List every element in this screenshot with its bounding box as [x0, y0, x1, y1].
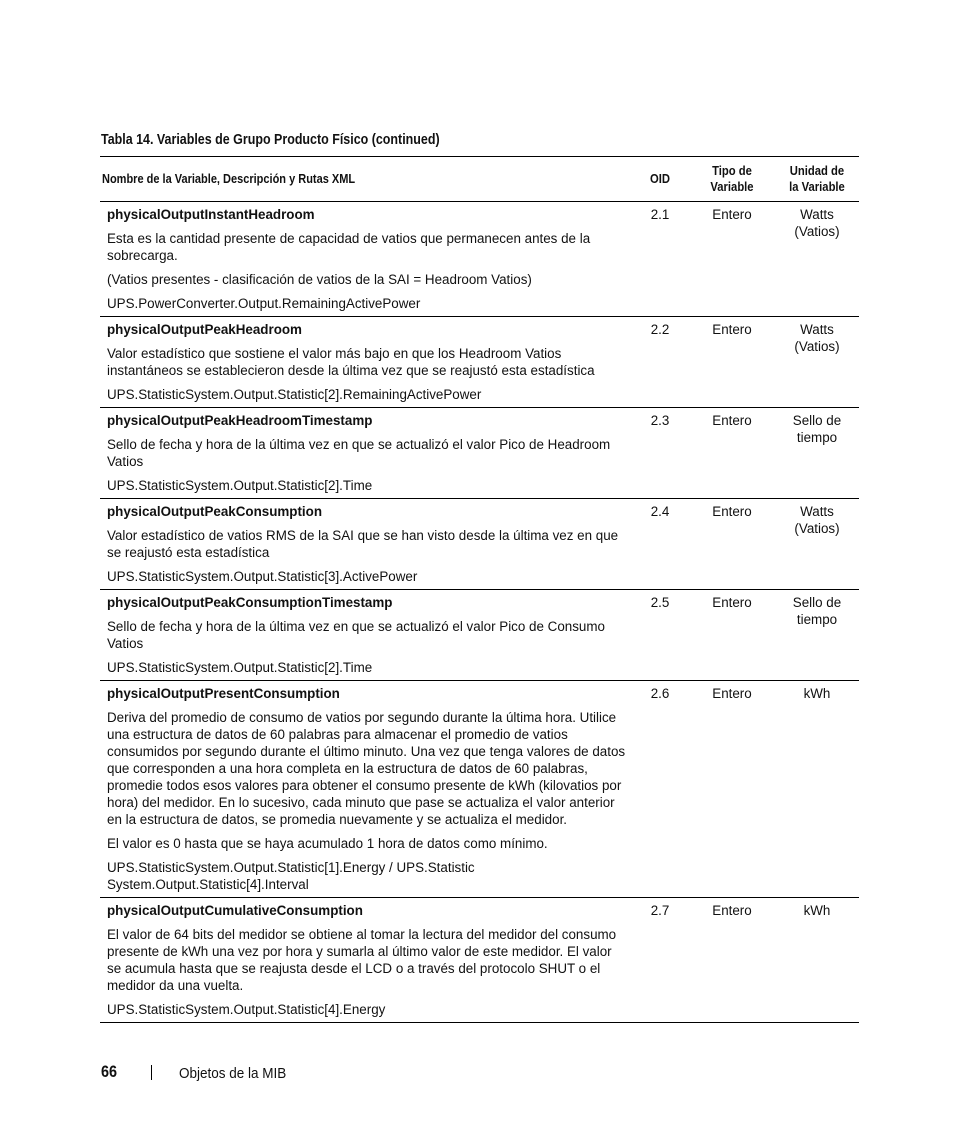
variable-description	[107, 902, 627, 1018]
variables-table	[100, 156, 859, 1023]
header-name: Nombre de la Variable, Descripción y Rutas XML	[102, 172, 356, 186]
type-cell: Entero	[712, 595, 752, 610]
unit-cell: Watts (Vatios)	[794, 207, 840, 239]
type-cell: Entero	[712, 504, 752, 519]
unit-cell: Sello de tiempo	[792, 413, 842, 445]
unit-cell: kWh	[803, 686, 831, 701]
oid-cell: 2.5	[650, 595, 670, 610]
table-body	[100, 202, 859, 1023]
table-row	[100, 317, 859, 408]
description-text: Sello de fecha y hora de la última vez en que se actualizó el valor Pico de Consumo Vatios	[107, 619, 605, 651]
oid-cell: 2.7	[650, 903, 670, 918]
unit-cell: Sello de tiempo	[792, 595, 842, 627]
xml-path: UPS.StatisticSystem.Output.Statistic[1].Energy / UPS.Statistic System.Output.Statistic[4].Interval	[107, 860, 475, 892]
variable-name: physicalOutputPresentConsumption	[107, 686, 340, 701]
table-row	[100, 898, 859, 1023]
description-text: Esta es la cantidad presente de capacidad de vatios que permanecen antes de la sobrecarga.	[107, 231, 591, 263]
description-text: Sello de fecha y hora de la última vez en que se actualizó el valor Pico de Headroom Vatios	[107, 437, 611, 469]
variable-name: physicalOutputInstantHeadroom	[107, 207, 315, 222]
xml-path: UPS.StatisticSystem.Output.Statistic[2].RemainingActivePower	[107, 387, 482, 402]
oid-cell: 2.2	[650, 322, 670, 337]
header-oid: OID	[649, 172, 670, 186]
table-row	[100, 408, 859, 499]
type-cell: Entero	[712, 686, 752, 701]
variable-name: physicalOutputPeakHeadroomTimestamp	[107, 413, 373, 428]
table-row	[100, 499, 859, 590]
page-number: 66	[101, 1062, 118, 1081]
footer-divider	[151, 1065, 152, 1080]
variable-description	[107, 594, 627, 676]
xml-path: UPS.StatisticSystem.Output.Statistic[3].ActivePower	[107, 569, 418, 584]
oid-cell: 2.6	[650, 686, 670, 701]
xml-path: UPS.StatisticSystem.Output.Statistic[4].Energy	[107, 1002, 386, 1017]
description-text: El valor es 0 hasta que se haya acumulado 1 hora de datos como mínimo.	[107, 836, 548, 851]
variable-description	[107, 503, 627, 585]
footer-section: Objetos de la MIB	[179, 1065, 287, 1082]
description-text: Valor estadístico que sostiene el valor más bajo en que los Headroom Vatios instantáneos se establecieron desde la última vez que se reajustó esta estadística	[107, 346, 595, 378]
type-cell: Entero	[712, 903, 752, 918]
type-cell: Entero	[712, 413, 752, 428]
variable-name: physicalOutputPeakConsumption	[107, 504, 323, 519]
table-caption: Tabla 14. Variables de Grupo Producto Físico (continued)	[101, 132, 440, 148]
description-text: Valor estadístico de vatios RMS de la SAI que se han visto desde la última vez en que se reajustó esta estadística	[107, 528, 619, 560]
variable-description	[107, 412, 627, 494]
unit-cell: Watts (Vatios)	[794, 322, 840, 354]
table-row	[100, 681, 859, 898]
variable-name: physicalOutputCumulativeConsumption	[107, 903, 363, 918]
oid-cell: 2.4	[650, 504, 670, 519]
variable-description	[107, 206, 627, 312]
unit-cell: Watts (Vatios)	[794, 504, 840, 536]
xml-path: UPS.StatisticSystem.Output.Statistic[2].Time	[107, 660, 373, 675]
unit-cell: kWh	[803, 903, 831, 918]
xml-path: UPS.PowerConverter.Output.RemainingActivePower	[107, 296, 421, 311]
description-text: Deriva del promedio de consumo de vatios por segundo durante la última hora. Utilice una estructura de datos de 60 palabras para almacenar el promedio de vatios consumidos por segundo durante el último minuto. Una vez que tenga valores de datos que corresponden a una hora completa en la estructura de datos de 60 palabras, promedie todos esos valores para obtener el consumo presente de kWh (kilovatios por hora) del medidor. En lo sucesivo, cada minuto que pase se actualiza el valor anterior en la estructura de datos, se promedia nuevamente y se actualiza el medidor.	[107, 710, 626, 827]
table-row	[100, 590, 859, 681]
oid-cell: 2.3	[650, 413, 670, 428]
description-text: El valor de 64 bits del medidor se obtiene al tomar la lectura del medidor del consumo presente de kWh una vez por hora y sumarla al último valor de este medidor. El valor se acumula hasta que se reajusta desde el LCD o a través del protocolo SHUT o el medidor da una vuelta.	[107, 927, 617, 993]
variable-description	[107, 321, 627, 403]
variable-name: physicalOutputPeakHeadroom	[107, 322, 302, 337]
header-unit: Unidad de la Variable	[789, 164, 845, 194]
variable-description	[107, 685, 627, 893]
table-row	[100, 202, 859, 317]
variable-name: physicalOutputPeakConsumptionTimestamp	[107, 595, 393, 610]
header-tipo: Tipo de Variable	[710, 164, 754, 194]
type-cell: Entero	[712, 207, 752, 222]
oid-cell: 2.1	[650, 207, 670, 222]
type-cell: Entero	[712, 322, 752, 337]
xml-path: UPS.StatisticSystem.Output.Statistic[2].Time	[107, 478, 373, 493]
table-header	[100, 156, 859, 202]
description-text: (Vatios presentes - clasificación de vatios de la SAI = Headroom Vatios)	[107, 272, 532, 287]
